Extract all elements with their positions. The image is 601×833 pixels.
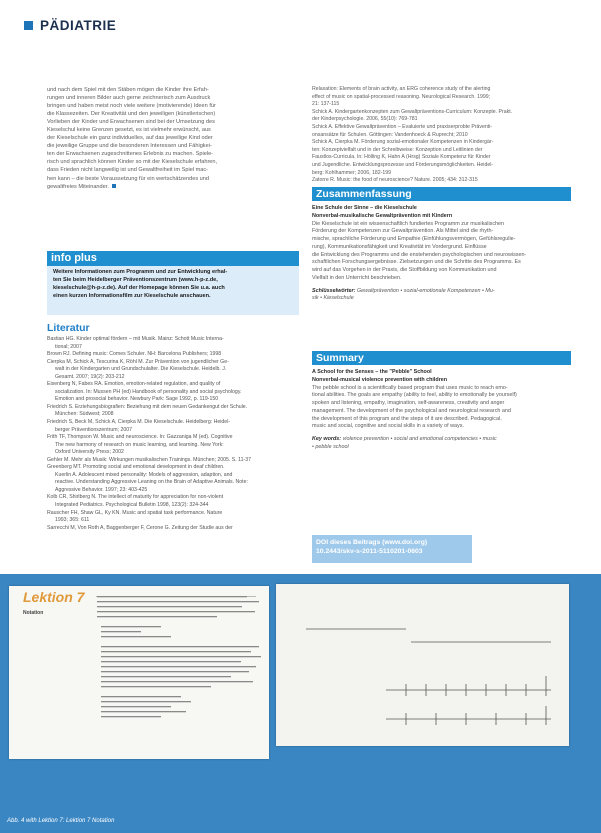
literature-entry: Rauscher FH, Shaw GL, Ky KN. Music and spatial task performance. Nature — [47, 509, 223, 516]
notation-sheet — [276, 584, 569, 746]
zus-keywords-text: Gewaltprävention • sozial-emotionale Kompetenzen • Mu- — [356, 287, 495, 294]
info-plus-title: info plus — [47, 251, 299, 266]
literature-entry: Friedrich S, Beck M, Schick A, Cierpka M. Die Kieselschule. Heidelberg: Heidel- — [47, 419, 231, 426]
zus-line: schaftlichen Forschungsergebnisse. Zielsetzungen und die Schritte des Programms. Es — [312, 259, 521, 266]
literature-entry: Friedrich S. Erziehungsbiografien: Beziehung mit dem neuen Gedankengut der Schule. — [47, 403, 248, 410]
reference-line: und Jugendliche. Entwicklungsprozesse und Förderungsmöglichkeiten. Heidel- — [312, 161, 494, 168]
reference-line: effect of music on spatial-processed reasoning. Neurological Research. 1999; — [312, 93, 491, 100]
sum-keywords-label: Key words: — [312, 436, 342, 442]
section-header — [24, 18, 116, 33]
literature-entry: Brown RJ. Defining music: Comes Schuler. NH: Barcelona Publishers; 1998 — [47, 351, 222, 358]
left-body-text — [47, 86, 299, 191]
body-line: der Kieselschule ein ganz individuelles, auf das jeweilige Kind oder — [47, 135, 213, 142]
sum-line: music and social, cognitive and social skills in a variety of ways. — [312, 423, 464, 430]
info-line: ten Sie beim Heidelberger Präventionszentrum (www.h-p-z.de, — [53, 277, 218, 283]
notation-staff-svg — [276, 584, 569, 746]
literature-entry: 1993; 365: 611 — [55, 517, 90, 524]
zus-lines — [312, 221, 571, 283]
zus-line: Die Kieselschule ist ein wissenschaftlich fundiertes Programm zur musikalischen — [312, 220, 505, 227]
body-line: die jeweilige Gruppe und die besonderen Interessen und Fähigkei- — [47, 143, 212, 150]
reference-line: Relaxation: Elements of brain activity, an ERG coherence study of the alerting — [312, 86, 491, 92]
literature-entry: The new harmony of research on music learning, and learning. New York: — [55, 441, 224, 448]
literature-entry: walt in der Kindergarten und Grundschulalter. Die Kieselschule. Heidelb. J. — [55, 366, 227, 373]
body-line: hen kann – die beste Voraussetzung für ein wertschätzendes und — [47, 175, 210, 182]
reference-line: Faustlos-Curricula. In: Hölling K, Hahn A (Hrsg) Soziale Kompetenz für Kinder — [312, 154, 491, 161]
reference-line: Schick A. Kindergartenkonzepten zum Gewaltpräventions-Curriculum: Konzepte. Prakt. — [312, 108, 513, 115]
literature-entry: Emotion and prosocial behavior. Newbury Park: Sage 1992, p. 119-150 — [55, 396, 219, 403]
zus-heading: Eine Schule der Sinne – die Kieselschule — [312, 205, 417, 211]
sum-keywords — [312, 436, 571, 444]
sum-keywords-text: violence prevention • social and emotional competencies • music — [342, 436, 497, 442]
lektion-subtitle: Notation — [23, 610, 44, 616]
reference-line: der Kinderpsychologie. 2006, 55(10): 769-781 — [312, 116, 418, 123]
literature-entry: Oxford University Press; 2002 — [55, 449, 124, 456]
body-line: risch und sprachlich können Kinder so mit der Kieselschule erfahren, — [47, 159, 218, 166]
literature-entry: socialization. In: Mussen PH (ed) Handbook of personality and social psychology. — [55, 388, 242, 395]
info-plus-box — [47, 251, 299, 315]
lektion-worksheet — [9, 586, 269, 759]
literature-entry: Greenberg MT. Promoting social and emotional development in deaf children. — [47, 464, 225, 471]
worksheet-lines-svg — [9, 586, 269, 759]
literature-entry: Bastian HG. Kinder optimal fördern – mit Musik. Mainz: Schott Music Interna- — [47, 336, 224, 342]
sum-line: spoken and listening, empathy, imagination, self-awareness, creativity and anger — [312, 400, 505, 406]
sum-line: The pebble school is a scientifically based program that uses music to reach emo- — [312, 384, 508, 391]
section-title: PÄDIATRIE — [40, 18, 117, 33]
literature-entry: Gesamt. 2007; 19(2): 203-212 — [55, 373, 125, 380]
zus-line: wird auf das Vorgehen in der Praxis, die Stoffbildung von Kommunikation und — [312, 267, 497, 273]
info-plus-body — [47, 266, 299, 315]
notation-staves — [306, 629, 551, 725]
reference-line: ten: Konzeptvielfalt und in der Schreibweise: Konzeption und Leitlinien der — [312, 146, 483, 153]
body-line: und nach dem Spiel mit den Stäben mögen die Kinder ihre Erfah- — [47, 87, 209, 93]
body-line: ten der Erwachsenen zugeschnittenes Erlebnis zu machen. Spiele- — [47, 151, 214, 158]
body-line-text: gewaltfreies Miteinander. — [47, 183, 109, 190]
literature-entry: Kuerlin A. Adolescent mixed personality: Models of aggression, adaption, and — [55, 471, 233, 478]
reference-line: berg: Kohlhammer; 2006, 182-199 — [312, 169, 392, 176]
info-line: kieselschule@h-p-z.de). Auf der Homepage können Sie u.a. auch — [53, 285, 225, 291]
zus-subheading: Nonverbal-musikalische Gewaltprävention mit Kindern — [312, 212, 453, 219]
literature-entry: berger Präventionszentrum; 2007 — [55, 426, 132, 433]
doi-link[interactable]: 10.2443/skv-s-2011-5110201-0603 — [316, 548, 423, 555]
zus-line: die Entwicklung des Programms und die enstehenden psychologischen und neurowissen- — [312, 251, 527, 258]
reference-line: Schick A, Cierpka M. Förderung sozial-emotionaler Kompetenzen in Kindergär- — [312, 139, 494, 146]
sum-heading: A School for the Senses – the "Pebble" School — [312, 369, 432, 375]
literature-entry: Gehler M. Mehr als Musik: Wirkungen musikalischen Trainings. München; 2005. S. 11-37 — [47, 456, 252, 463]
body-line: bringen und haben meist noch viele weitere (motivierende) Ideen für — [47, 103, 216, 110]
literature-entry: Frith TF, Thompson W. Music and neuroscience. In: Gazzaniga M (ed). Cognitive — [47, 434, 233, 441]
literature-entry: Eisenberg N, Fabes RA. Emotion, emotion-related regulation, and quality of — [47, 381, 221, 388]
zus-line: rung), Kommunikationsfähigkeit und Kreativität im Vordergrund. Einflüsse — [312, 243, 487, 250]
zusammenfassung-text — [312, 205, 571, 303]
doi-box — [312, 535, 472, 563]
sum-keywords-cont: • pebble school — [312, 443, 349, 450]
summary-text — [312, 369, 571, 452]
zus-keywords-cont: sik • Kieselschule — [312, 295, 354, 302]
summary-title: Summary — [312, 351, 571, 365]
literature-entry: Cierpka M, Schick A, Tescurina K, Röhl M. Zur Prävention von jugendlicher Ge- — [47, 358, 229, 365]
literature-entry: Aggressive Behavior. 1997; 23: 403-425 — [55, 486, 148, 493]
sum-line: the development of this program and the steps of it are described. Pedagogical, — [312, 415, 502, 422]
sum-subheading: Nonverbal-musical violence prevention with children — [312, 376, 448, 383]
body-line: dass Frieden nicht langweilig ist und Gewaltfreiheit im Spiel mac- — [47, 167, 209, 174]
zus-line: Vielfalt in den Unterricht beschrieben. — [312, 274, 402, 281]
reference-line: Schick A. Effektive Gewaltprävention – Evaluierte und praxiserprobte Präventi- — [312, 123, 493, 130]
zus-line: Förderung der Kompetenzen zur Gewaltprävention. Als Mittel sind die rhyth- — [312, 228, 494, 235]
body-line: Kieselschul keine Grenzen gesetzt, es ist vielmehr erwünscht, aus — [47, 127, 211, 134]
literature-entry: Integrated Pediatrics. Psychological Bulletin 1998, 123(2): 324-344 — [55, 502, 209, 509]
reference-line: onsansätze für Schulen. Göttingen: Vandenhoeck & Ruprecht; 2010 — [312, 131, 468, 138]
info-line: Weitere Informationen zum Programm und zur Entwicklung erhal- — [53, 269, 228, 275]
zusammenfassung-title: Zusammenfassung — [312, 187, 571, 201]
doi-line1: DOI dieses Beitrags (www.doi.org) — [316, 539, 428, 546]
sum-line: tional abilities. The goals are empathy (ability to feel, ability to emotionally be yourself) — [312, 392, 517, 399]
reference-line: Zatorre R. Music: the food of neuroscience? Nature. 2005; 434: 312-315 — [312, 177, 478, 184]
lektion-title: Lektion 7 — [23, 589, 85, 605]
info-line: einen kurzen Informationsfilm zur Kieselschule anschauen. — [53, 293, 211, 299]
zus-keywords — [312, 288, 571, 296]
body-line: Vorlieben der Kinder und Erwachsenen sind bei der Umsetzung des — [47, 119, 215, 126]
worksheet-grey-lines — [97, 596, 261, 717]
reference-line: 21: 137-115 — [312, 101, 340, 108]
literature-entry: tional; 2007 — [55, 343, 82, 350]
literature-entry: München: Südwest; 2008 — [55, 411, 114, 418]
body-line: rungen und inneren Bilder auch gerne zeichnerisch zum Ausdruck — [47, 95, 211, 102]
sum-lines — [312, 385, 571, 432]
literature-title: Literatur — [47, 322, 90, 334]
body-line — [47, 183, 299, 191]
header-square-icon — [24, 21, 33, 30]
literature-entry: reactive. Understanding Aggressive Leaning on the Brain of Adaptive Animals. Note: — [55, 479, 248, 486]
literature-entry: Kolb CR, Shirlberg N. The intellect of maturity for appreciation for non-violent — [47, 494, 224, 501]
right-references — [312, 86, 571, 185]
figure-caption: Abb. 4 with Lektion 7: Lektion 7 Notation — [7, 818, 115, 824]
end-square-icon — [112, 184, 116, 188]
zus-keywords-label: Schlüsselwörter: — [312, 287, 356, 294]
literature-entry: Sarrecchi M, Von Roth A, Baggenberger F, Cerone G. Zeitung der Studie aus der — [47, 524, 233, 531]
body-line: die Klassezeiten. Der Kreativität und den jeweiligen (künstlerischen) — [47, 111, 216, 118]
literature-list — [47, 336, 299, 532]
zus-line: mische, sprachliche Förderung und Empathie (Einfühlungsvermögen, Gefühlsregulie- — [312, 236, 516, 242]
sum-line: management. The development of the psychological and neurological research and — [312, 407, 511, 414]
